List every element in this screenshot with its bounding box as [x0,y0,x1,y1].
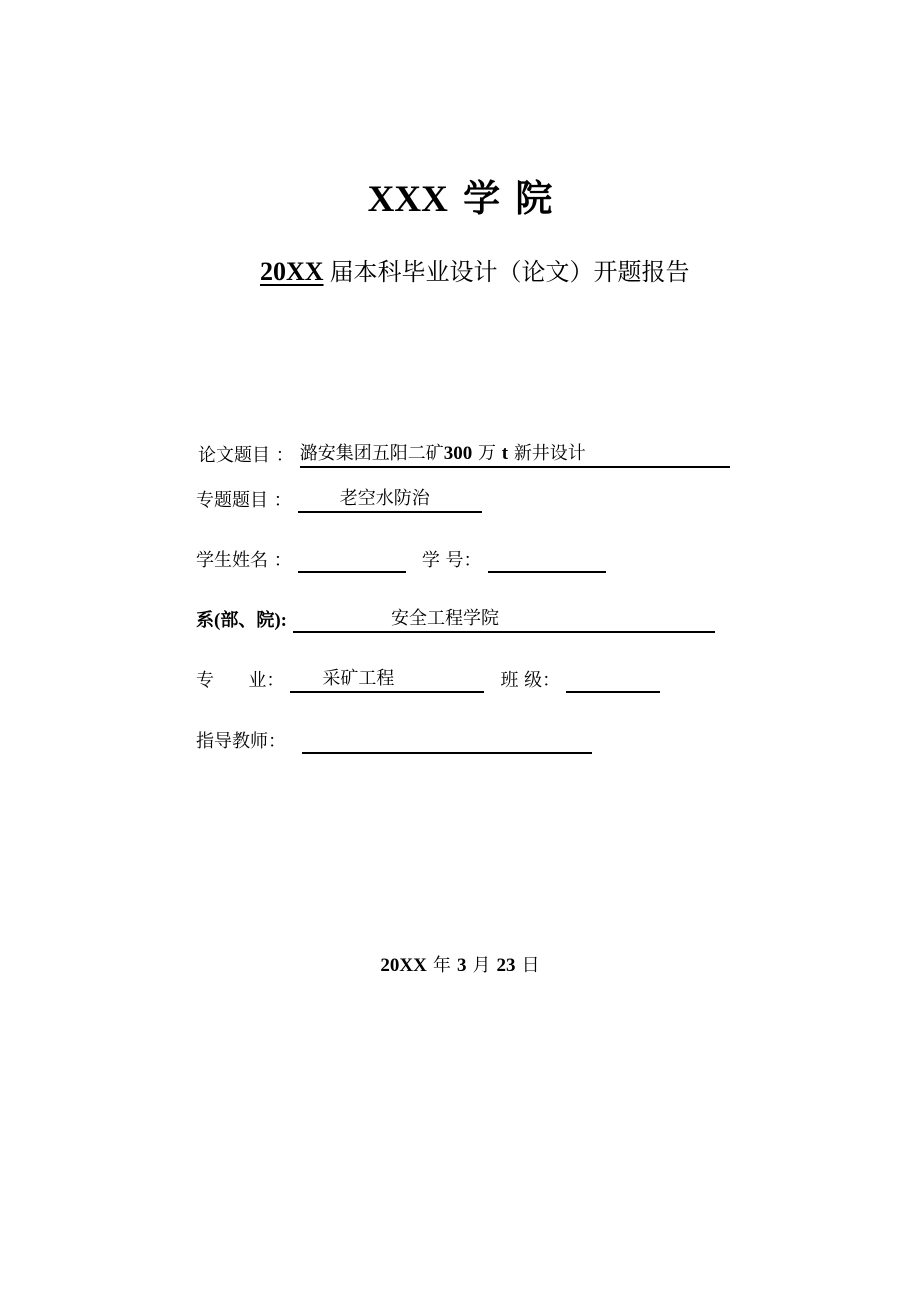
student-name-field[interactable] [298,547,406,573]
topic-label: 专题题目 ： [196,490,292,511]
graduation-year: 20XX [260,257,324,286]
report-title [232,254,690,290]
report-date: 20XX 年 3 月 23 日 [380,955,540,976]
advisor-row [196,728,592,756]
report-title-text: 届本科毕业设计（论文）开题报告 [329,258,690,286]
date-year: 20XX [380,955,427,976]
student-name-label: 学生姓名 ： [196,550,292,571]
class-field[interactable] [566,667,660,693]
student-number-label: 学 号： [421,550,482,571]
major-field[interactable] [290,667,484,693]
department-row [196,607,715,635]
class-label: 班 级： [500,670,561,691]
major-label: 专 业： [196,670,285,691]
department-label: 系(部、院): [196,610,287,631]
topic-row [196,487,482,515]
department-value: 安全工程学院 [391,608,500,629]
thesis-title-row [198,442,730,470]
major-value: 采矿工程 [322,668,395,689]
thesis-title-field[interactable] [300,442,730,468]
school-name: XXX 学 院 [367,179,553,220]
advisor-label: 指导教师： [196,731,286,752]
major-row [196,667,660,695]
date-day: 23 [496,955,516,976]
topic-field[interactable] [298,487,482,513]
thesis-title-label: 论文题目 ： [198,445,294,466]
student-row [196,547,606,575]
date-month: 3 [456,955,467,976]
thesis-title-value: 潞安集团五阳二矿300 万 t 新井设计 [299,443,586,464]
department-field[interactable] [293,607,715,633]
advisor-field[interactable] [302,728,592,754]
topic-value: 老空水防治 [339,488,430,509]
student-number-field[interactable] [488,547,606,573]
